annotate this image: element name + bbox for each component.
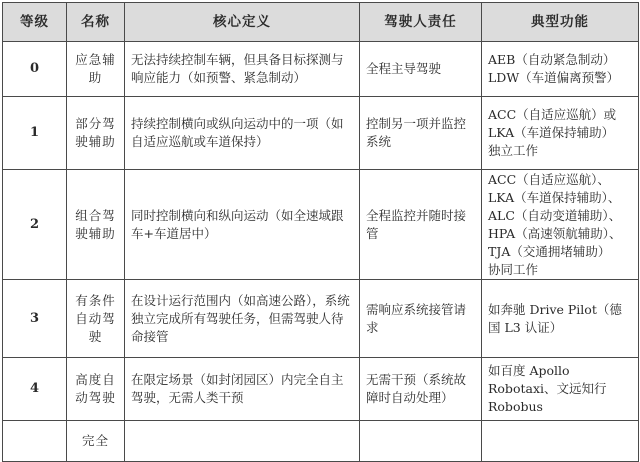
cell-functions: ACC（自适应巡航）、 LKA（车道保持辅助）、 ALC（自动变道辅助）、 HPA（高速领航辅助）、 TJA（交通拥堵辅助） 协同工作: [482, 170, 639, 280]
cell-level: 0: [3, 42, 67, 97]
cell-definition: 无法持续控制车辆，但具备目标探测与响应能力（如预警、紧急制动）: [125, 42, 360, 97]
cell-definition: 在设计运行范围内（如高速公路），系统独立完成所有驾驶任务，但需驾驶人待命接管: [125, 280, 360, 358]
cell-functions: ACC（自适应巡航）或 LKA（车道保持辅助） 独立工作: [482, 97, 639, 170]
cell-level: 1: [3, 97, 67, 170]
header-definition: 核心定义: [125, 3, 360, 42]
cell-name: 有条件自动驾驶: [67, 280, 125, 358]
header-level: 等级: [3, 3, 67, 42]
cell-definition: 同时控制横向和纵向运动（如全速域跟车+车道居中）: [125, 170, 360, 280]
cell-responsibility: 全程监控并随时接管: [360, 170, 482, 280]
cell-functions: 如奔驰 Drive Pilot（德国 L3 认证）: [482, 280, 639, 358]
cell-level: 2: [3, 170, 67, 280]
cell-name: 应急辅助: [67, 42, 125, 97]
cell-definition: 在限定场景（如封闭园区）内完全自主驾驶，无需人类干预: [125, 358, 360, 421]
automation-levels-table: [2, 2, 639, 462]
table-header-row: [3, 3, 639, 42]
cell-level: 3: [3, 280, 67, 358]
header-name: 名称: [67, 3, 125, 42]
header-functions: 典型功能: [482, 3, 639, 42]
cell-definition: [125, 421, 360, 462]
cell-responsibility: [360, 421, 482, 462]
cell-functions: 如百度 Apollo Robotaxi、文远知行 Robobus: [482, 358, 639, 421]
cell-responsibility: 控制另一项并监控系统: [360, 97, 482, 170]
table-row: [3, 280, 639, 358]
cell-level: [3, 421, 67, 462]
header-responsibility: 驾驶人责任: [360, 3, 482, 42]
cell-definition: 持续控制横向或纵向运动中的一项（如自适应巡航或车道保持）: [125, 97, 360, 170]
cell-name: 高度自动驾驶: [67, 358, 125, 421]
cell-responsibility: 无需干预（系统故障时自动处理）: [360, 358, 482, 421]
cell-name: 组合驾驶辅助: [67, 170, 125, 280]
table-row: [3, 170, 639, 280]
table-row: [3, 97, 639, 170]
cell-functions: AEB（自动紧急制动） LDW（车道偏离预警）: [482, 42, 639, 97]
cell-functions: [482, 421, 639, 462]
table-row: [3, 42, 639, 97]
cell-responsibility: 全程主导驾驶: [360, 42, 482, 97]
cell-level: 4: [3, 358, 67, 421]
cell-name: 部分驾驶辅助: [67, 97, 125, 170]
cell-responsibility: 需响应系统接管请求: [360, 280, 482, 358]
table-row: [3, 358, 639, 421]
table-row: [3, 421, 639, 462]
cell-name: 完全: [67, 421, 125, 462]
